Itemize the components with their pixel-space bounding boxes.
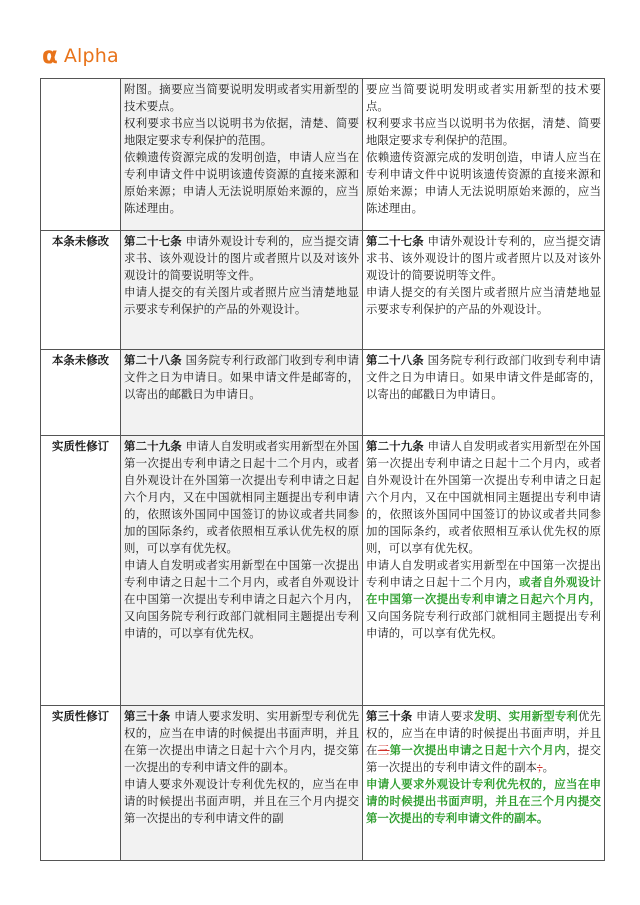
new-paragraph: 第二十八条 国务院专利行政部门收到专利申请文件之日为申请日。如果申请文件是邮寄的，以寄出的邮戳日为申请日。 [366,353,601,401]
old-paragraph: 第三十条 申请人要求发明、实用新型专利优先权的，应当在申请的时候提出书面声明，并且在第一次提出申请之日起十六个月内，提交第一次提出的专利申请文件的副本。 [124,709,359,774]
article-number: 第二十八条 [366,353,424,367]
table-row [41,79,605,231]
old-paragraph: 第二十九条 申请人自发明或者实用新型在外国第一次提出专利申请之日起十二个月内，或者自外观设计在外国第一次提出专利申请之日起六个月内，又在中国就相同主题提出专利申请的，依照该外国同中国签订的协议或者共同参加的国际条约，或者依照相互承认优先权的原则，可以享有优先权。 [124,439,359,555]
old-paragraph: 依赖遗传资源完成的发明创造，申请人应当在专利申请文件中说明该遗传资源的直接来源和原始来源；申请人无法说明原始来源的，应当陈述理由。 [124,150,359,215]
new-text-cell [363,79,605,231]
revision-type-cell: 本条未修改 [41,350,121,436]
alpha-logo-icon: α [42,42,58,69]
old-text-cell [121,350,363,436]
new-text-cell [363,706,605,861]
added-text: 第一次提出申请之日起十六个月内 [389,743,567,757]
old-paragraph: 第二十七条 申请外观设计专利的，应当提交请求书、该外观设计的图片或者照片以及对该外观设计的简要说明等文件。 [124,234,359,282]
deleted-text: ； [536,760,543,774]
old-paragraph: 申请人要求外观设计专利优先权的，应当在申请的时候提出书面声明，并且在三个月内提交第一次提出的专利申请文件的副 [124,777,359,825]
new-paragraph: 依赖遗传资源完成的发明创造，申请人应当在专利申请文件中说明该遗传资源的直接来源和原始来源；申请人无法说明原始来源的，应当陈述理由。 [366,150,601,215]
new-paragraph: 要应当简要说明发明或者实用新型的技术要点。 [366,82,601,113]
old-text-cell [121,79,363,231]
new-paragraph: 申请人自发明或者实用新型在中国第一次提出专利申请之日起十二个月内，或者自外观设计在中国第一次提出专利申请之日起六个月内，又向国务院专利行政部门就相同主题提出专利申请的，可以享有优先权。 [366,558,601,640]
logo-text: Alpha [63,45,119,67]
added-text: 或者自外观设计在中国第一次提出专利申请之日起六个月内， [366,575,601,606]
added-text: 发明、实用新型专利 [473,709,578,723]
old-text-cell [121,231,363,350]
revision-type-cell: 本条未修改 [41,231,121,350]
new-paragraph: 第三十条 申请人要求发明、实用新型专利优先权的，应当在申请的时候提出书面声明，并且在三第一次提出申请之日起十六个月内，提交第一次提出的专利申请文件的副本；。 [366,709,601,774]
new-paragraph: 第二十九条 申请人自发明或者实用新型在外国第一次提出专利申请之日起十二个月内，或者自外观设计在外国第一次提出专利申请之日起六个月内，又在中国就相同主题提出专利申请的，依照该外国同中国签订的协议或者共同参加的国际条约，或者依照相互承认优先权的原则，可以享有优先权。 [366,439,601,555]
new-paragraph: 第二十七条 申请外观设计专利的，应当提交请求书、该外观设计的图片或者照片以及对该外观设计的简要说明等文件。 [366,234,601,282]
old-paragraph: 附图。摘要应当简要说明发明或者实用新型的技术要点。 [124,82,359,113]
article-number: 第三十条 [366,709,413,723]
table-row [41,706,605,861]
table-row [41,231,605,350]
new-paragraph: 权利要求书应当以说明书为依据，清楚、简要地限定要求专利保护的范围。 [366,116,601,147]
alpha-logo [42,43,119,69]
new-text-cell [363,350,605,436]
revision-type-cell [41,79,121,231]
new-text-cell [363,436,605,706]
article-number: 第二十九条 [366,439,424,453]
article-number: 第二十七条 [366,234,424,248]
article-number: 第二十七条 [124,234,182,248]
old-text-cell [121,706,363,861]
article-number: 第二十八条 [124,353,182,367]
revision-type-cell: 实质性修订 [41,706,121,861]
new-text-cell [363,231,605,350]
table-row [41,436,605,706]
article-number: 第三十条 [124,709,171,723]
comparison-table [40,78,605,861]
old-paragraph: 申请人提交的有关图片或者照片应当清楚地显示要求专利保护的产品的外观设计。 [124,285,359,316]
revision-type-cell: 实质性修订 [41,436,121,706]
table-row [41,350,605,436]
old-text-cell [121,436,363,706]
added-paragraph: 申请人要求外观设计专利优先权的，应当在申请的时候提出书面声明，并且在三个月内提交第一次提出的专利申请文件的副本。 [366,777,601,825]
old-paragraph: 申请人自发明或者实用新型在中国第一次提出专利申请之日起十二个月内，或者自外观设计在中国第一次提出专利申请之日起六个月内，又向国务院专利行政部门就相同主题提出专利申请的，可以享有优先权。 [124,558,359,640]
new-paragraph: 申请人提交的有关图片或者照片应当清楚地显示要求专利保护的产品的外观设计。 [366,285,601,316]
article-number: 第二十九条 [124,439,182,453]
old-paragraph: 权利要求书应当以说明书为依据，清楚、简要地限定要求专利保护的范围。 [124,116,359,147]
old-paragraph: 第二十八条 国务院专利行政部门收到专利申请文件之日为申请日。如果申请文件是邮寄的，以寄出的邮戳日为申请日。 [124,353,359,401]
deleted-text: 三 [377,743,390,757]
